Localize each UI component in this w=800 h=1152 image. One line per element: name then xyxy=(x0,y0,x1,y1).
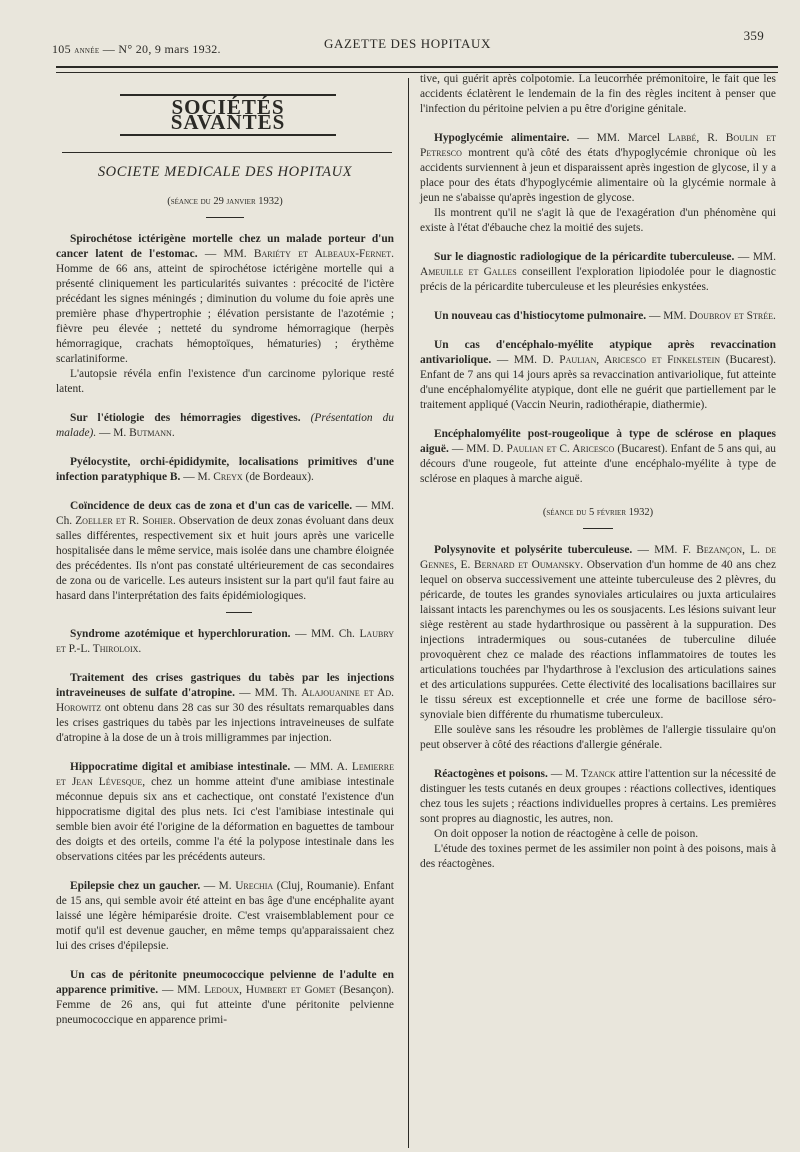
entry-title: Traitement des crises gastriques du tabès par les injections intraveineuses de sulfate d'atropine. xyxy=(56,672,394,699)
entry-title: Un cas d'encéphalo-myélite atypique après revaccination antivariolique. xyxy=(420,339,776,366)
entry-title: Encéphalomyélite post-rougeolique à type de sclérose en plaques aiguë. xyxy=(420,428,776,455)
entry-body: conseillent l'exploration lipiodolée pour le diagnostic précis de la péricardite tuberculeuse et les pleurésies enkystées. xyxy=(420,266,776,293)
abstract-entry xyxy=(56,455,394,485)
entry-body: . Observation de deux zonas évoluant dans deux salles différentes, respectivement six et huit jours après une varicelle hospitalisée dans le même service, mais isolée dans une chambre éloignée des précédentes. Ils n'ont pas constaté ultérieurement de cas secondaires de zona ou de varicelle. Les auteurs insistent sur la part qu'il faut faire au hasard dans l'interprétation des faits épidémiologiques. xyxy=(56,515,394,602)
entry-paragraph xyxy=(56,455,394,485)
column-divider xyxy=(408,78,409,1148)
entry-author-prefix: — M. xyxy=(96,427,130,439)
left-column xyxy=(56,76,394,1028)
entry-authors: Bariéty et Albeaux-Fernet xyxy=(253,248,392,260)
entry-paragraph xyxy=(56,232,394,367)
entry-paragraph xyxy=(420,309,776,324)
abstract-entry xyxy=(420,427,776,487)
entry-body: ont obtenu dans 28 cas sur 30 des résultats remarquables dans les crises gastriques du tabès par les injections intraveineuses de sulfate d'atropine à la dose de un à trois milligrammes par injection. xyxy=(56,702,394,744)
entry-author-prefix: — MM. xyxy=(158,984,205,996)
entry-authors: Lemierre et Jean Lévesque xyxy=(56,761,394,788)
abstract-entry xyxy=(56,968,394,1028)
header-rule-thick xyxy=(56,66,778,68)
entry-author-prefix: — M. xyxy=(200,880,236,892)
abstract-entry xyxy=(56,627,394,657)
entry-title: Syndrome azotémique et hyperchloruration. xyxy=(70,628,291,640)
entry-title: Sur l'étiologie des hémorragies digestives. xyxy=(70,412,301,424)
abstract-entry xyxy=(420,131,776,236)
abstract-entry xyxy=(56,671,394,746)
abstract-entry xyxy=(56,411,394,441)
abstract-entry xyxy=(56,232,394,397)
entry-authors: Laubry et P.-L. Thiroloix xyxy=(56,628,394,655)
entry-author-prefix: — M. xyxy=(547,768,582,780)
issue-date: — N° 20, 9 mars 1932. xyxy=(102,42,221,56)
entry-subparagraph: Ils montrent qu'il ne s'agit là que de l'exagération d'un phénomène qui existe à l'état d'ébauche chez la moitié des sujets. xyxy=(420,207,776,234)
entry-paragraph xyxy=(420,767,776,827)
entry-body: , chez un homme atteint d'une amibiase intestinale méconnue depuis six ans et cachectique, ont constaté l'existence d'un hippocratisme digital des plus nets. Ici c'est l'amibiase intestinale qui semble bien avoir été l'origine de la déformation en baguettes de tambour des doigts et des orteils, comme l'a été la polypose intestinale dans les observations citées par les précédents auteurs. xyxy=(56,776,394,863)
abstract-entry xyxy=(56,499,394,604)
entry-authors: Ledoux, Humbert et Gomet xyxy=(204,984,336,996)
seance-rule xyxy=(206,217,244,218)
page-number: 359 xyxy=(743,28,764,43)
abstract-entry xyxy=(420,250,776,295)
entry-note: (Présentation du malade). xyxy=(56,412,395,439)
entry-paragraph xyxy=(56,879,394,954)
entry-title: Réactogènes et poisons. xyxy=(434,768,548,780)
entry-authors: Paulian, Aricesco et Finkelstein xyxy=(559,354,721,366)
entry-authors: Labbé, R. Boulin et Petresco xyxy=(420,132,776,159)
entry-author-prefix: — MM. Ch. xyxy=(56,500,394,527)
journal-title: GAZETTE DES HOPITAUX xyxy=(324,36,491,51)
entry-authors: Tzanck xyxy=(581,768,616,780)
issue-info xyxy=(52,42,221,57)
entry-separator xyxy=(226,612,252,613)
entry-authors: Bezançon, L. de Gennes, E. Bernard et Oumansky xyxy=(420,544,776,571)
entry-title: Hypoglycémie alimentaire. xyxy=(434,132,570,144)
entry-title: Sur le diagnostic radiologique de la péricardite tuberculeuse. xyxy=(434,251,735,263)
entry-authors: Paulian et C. Aricesco xyxy=(506,443,615,455)
entry-author-prefix: — MM. D. xyxy=(448,443,507,455)
entry-authors: Ameuille et Galles xyxy=(420,266,517,278)
entry-paragraph xyxy=(56,499,394,604)
abstract-entry xyxy=(420,767,776,872)
right-entries-b xyxy=(420,543,776,872)
entry-paragraph xyxy=(420,543,776,723)
entry-body: montrent qu'à côté des états d'hypoglycémie chronique où les accidents surviennent à jeun et disparaissent après ingestion de glycose, il y a place pour des états d'hypoglycémie alimentaire où la glycémie normale à jeun ne s'abaisse qu'après ingestion de glycose. xyxy=(420,147,776,204)
seance-heading-2: (séance du 5 février 1932) xyxy=(542,507,654,518)
entry-authors: Zoeller et R. Sohier xyxy=(75,515,173,527)
entry-body: (Besançon). Femme de 26 ans, qui fut atteinte d'une péritonite pelvienne pneumococcique en apparence primi- xyxy=(56,984,394,1026)
abstract-entry xyxy=(420,338,776,413)
entry-authors: Alajouanine et Ad. Horowitz xyxy=(56,687,394,714)
entry-author-prefix: — MM. Ch. xyxy=(290,628,360,640)
abstract-entry xyxy=(420,309,776,324)
entry-paragraph xyxy=(56,627,394,657)
page-header xyxy=(52,28,772,60)
entry-author-prefix: — MM. xyxy=(734,251,776,263)
entry-title: Epilepsie chez un gaucher. xyxy=(70,880,201,892)
entry-paragraph xyxy=(420,338,776,413)
abstract-entry xyxy=(56,879,394,954)
seance-heading-1: (séance du 29 janvier 1932) xyxy=(167,196,283,207)
entry-paragraph xyxy=(56,671,394,746)
entry-subparagraph: Elle soulève sans les résoudre les problèmes de l'allergie tissulaire qu'on peut observer à côté des réactions d'allergie générale. xyxy=(420,724,776,751)
right-entries-a xyxy=(420,131,776,487)
entry-body: . Observation d'un homme de 40 ans chez lequel on observa successivement une atteinte tuberculeuse des 2 plèvres, du péricarde, de toutes les grandes synoviales articulaires ou juxta articulaires laissant intacts les parenchymes ou les os sousjacents. Les lésions suivant leur siège restèrent au stade hydarthrosique ou passèrent à la suppuration. Des injections intradermiques ou sous-cutanées de tuberculine diluée provoquèrent chez ce malade des réactions inflammatoires de toutes les articulations touchées par l'hydarthrose à l'exclusion des articulations saines et des articulations suppurées. Cette électivité des localisations bacillaires sur le tissu séreux est exceptionnelle et crée une forme de bacillose séro-synoviale bien différente du rhumatisme tuberculeux. xyxy=(420,559,776,721)
entry-author-prefix: — MM. F. xyxy=(632,544,697,556)
entry-body: . xyxy=(171,427,175,439)
right-column xyxy=(420,72,776,872)
seance-rule-2 xyxy=(583,528,613,529)
entry-body: (de Bordeaux). xyxy=(242,471,314,483)
volume-number: 105 xyxy=(52,42,71,56)
continuation-paragraph: tive, qui guérit après colpotomie. La leucorrhée prémonitoire, le fait que les accidents éclatèrent le lendemain de la fin des règles incitent à penser que l'infection du péritoine pelvien a pu être d'origine génitale. xyxy=(420,73,776,115)
entry-body: (Bucarest). Enfant de 7 ans qui 14 jours après sa revaccination antivariolique, fut atteinte d'une encéphalomyélite atypique, dont elle ne guérit que partiellement par le traitement appliqué (Vaccin Neurin, radiothérapie, diathermie). xyxy=(420,354,776,411)
entry-authors: Doubrov et Strée xyxy=(689,310,773,322)
entry-subparagraph: On doit opposer la notion de réactogène à celle de poison. xyxy=(434,828,699,840)
entry-author-prefix: — M. xyxy=(180,471,214,483)
society-title: SOCIETE MEDICALE DES HOPITAUX xyxy=(97,164,353,180)
entry-title: Hippocratime digital et amibiase intestinale. xyxy=(70,761,291,773)
left-entries xyxy=(56,232,394,1028)
entry-authors: Urechia xyxy=(235,880,274,892)
entry-title: Un cas de péritonite pneumococcique pelvienne de l'adulte en apparence primitive. xyxy=(56,969,394,996)
abstract-entry xyxy=(420,543,776,753)
entry-body: (Bucarest). Enfant de 5 ans qui, au décours d'une rougeole, fut atteinte d'une encéphalo-myélite à type de sclérose en plaques à marche aiguë. xyxy=(420,443,777,485)
entry-body: attire l'attention sur la nécessité de distinguer les tests cutanés en deux groupes : réactions collectives, identiques chez tous les sujets ; réactions individuelles propres à certains. Les premières sont propres au diagnostic, les autres, non. xyxy=(420,768,776,825)
entry-paragraph xyxy=(56,968,394,1028)
entry-title: Un nouveau cas d'histiocytome pulmonaire. xyxy=(434,310,647,322)
volume-word: année xyxy=(74,45,100,56)
entry-paragraph xyxy=(420,250,776,295)
entry-author-prefix: — MM. Th. xyxy=(234,687,302,699)
entry-paragraph xyxy=(420,427,776,487)
entry-paragraph xyxy=(56,760,394,865)
entry-paragraph xyxy=(56,411,394,441)
entry-title: Coïncidence de deux cas de zona et d'un cas de varicelle. xyxy=(70,500,353,512)
entry-title: Pyélocystite, orchi-épididymite, localisations primitives d'une infection paratyphique B. xyxy=(56,456,394,483)
entry-author-prefix: — MM. Marcel xyxy=(569,132,669,144)
entry-authors: Creyx xyxy=(213,471,243,483)
entry-body: (Cluj, Roumanie). Enfant de 15 ans, qui semble avoir été atteint en bas âge d'une encéphalite ayant laissé une légère hémiparésie droite. C'est vraisemblablement pour ce motif qu'il est devenue gaucher, en même temps qu'apparaissaient chez lui des crises d'épilepsie. xyxy=(56,880,394,952)
entry-subparagraph: L'étude des toxines permet de les assimiler non point à des poisons, mais à des réactogènes. xyxy=(420,843,776,870)
entry-paragraph xyxy=(420,131,776,206)
entry-author-prefix: — MM. D. xyxy=(491,354,560,366)
banner-rule xyxy=(62,152,392,153)
entry-subparagraph: L'autopsie révéla enfin l'existence d'un carcinome pylorique resté latent. xyxy=(56,368,394,395)
entry-body: . xyxy=(138,643,142,655)
entry-author-prefix: — MM. xyxy=(646,310,690,322)
abstract-entry xyxy=(56,760,394,865)
entry-title: Spirochétose ictérigène mortelle chez un malade porteur d'un cancer latent de l'estomac. xyxy=(56,233,394,260)
entry-body: . Homme de 66 ans, atteint de spirochétose ictérigène mortelle qui a présenté cliniquement les particularités suivantes : précocité de l'ictère précédant les signes méningés ; diminution du volume du foie après une première phase d'hypertrophie ; élévation persistante de l'azotémie ; fièvre peu élevée ; netteté du syndrome hémorragique (herpès hémorragique, crachats hémoptoïques, hématuries) ; érythème scarlatiniforme. xyxy=(56,248,394,365)
entry-authors: Butmann xyxy=(129,427,172,439)
entry-author-prefix: — MM. xyxy=(197,248,254,260)
entry-body: . xyxy=(772,310,776,322)
section-banner: SOCIÉTÉS SAVANTES xyxy=(120,94,336,136)
entry-title: Polysynovite et polysérite tuberculeuse. xyxy=(434,544,633,556)
entry-author-prefix: — MM. A. xyxy=(290,761,352,773)
